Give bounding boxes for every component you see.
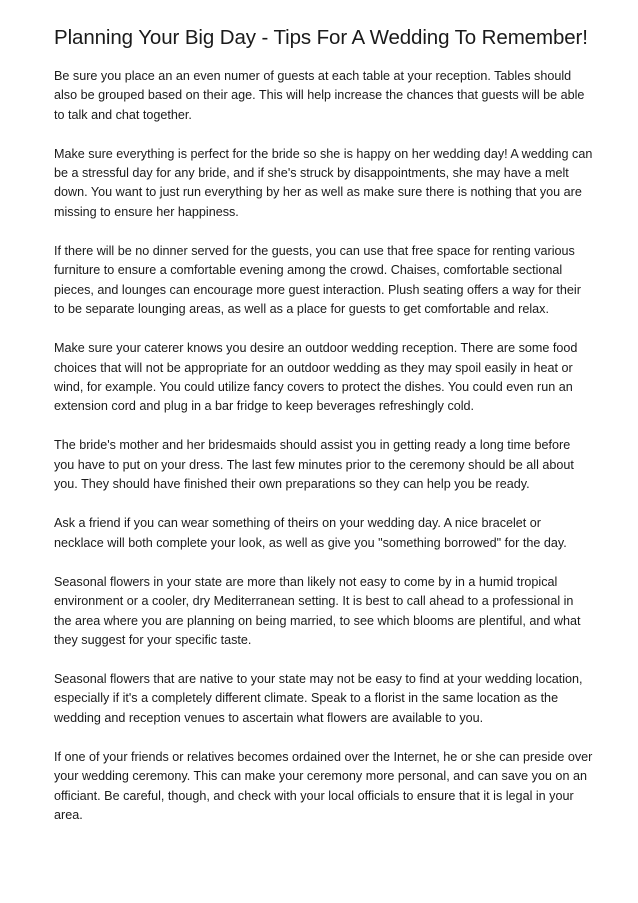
paragraph-native-flowers: Seasonal flowers that are native to your state may not be easy to find at your wedding location, especially if it's a completely different climate. Speak to a florist in the same location as the wedding and reception venues to ascertain what flowers are available to you. [54, 672, 583, 725]
paragraph-bridesmaids: The bride's mother and her bridesmaids should assist you in getting ready a long time before you have to put on your dress. The last few minutes prior to the ceremony should be all about you. They should have finished their own preparations so they can help you be ready. [54, 438, 574, 492]
paragraph-furniture: If there will be no dinner served for the guests, you can use that free space for renting various furniture to ensure a comfortable evening among the crowd. Chaises, comfortable sectional pieces, and lounges can encourage more guest interaction. Plush seating offers a way for their to be separate lounging areas, as well as a place for guests to get comfortable and relax. [54, 244, 581, 316]
document-title: Planning Your Big Day - Tips For A Wedding To Remember! [54, 26, 588, 49]
paragraph-bride-happiness: Make sure everything is perfect for the bride so she is happy on her wedding day! A wedding can be a stressful day for any bride, and if she's struck by disappointments, she may have a melt down. You want to just run everything by her as well as make sure there is nothing that you are missing to ensure her happiness. [54, 146, 593, 219]
document-page [54, 25, 594, 845]
paragraph-something-borrowed: Ask a friend if you can wear something of theirs on your wedding day. A nice bracelet or necklace will both complete your look, as well as give you "something borrowed" for the day. [54, 516, 567, 550]
paragraph-seasonal-flowers: Seasonal flowers in your state are more than likely not easy to come by in a humid tropical environment or a cooler, dry Mediterranean setting. It is best to call ahead to a professional in the area where you are planning on being married, to see which blooms are plentiful, and what they suggest for your specific taste. [54, 574, 581, 647]
paragraph-seating: Be sure you place an an even numer of guests at each table at your reception. Tables should also be grouped based on their age. This will help increase the chances that guests will be able to talk and chat together. [54, 69, 585, 122]
paragraph-outdoor-caterer: Make sure your caterer knows you desire an outdoor wedding reception. There are some food choices that will not be appropriate for an outdoor wedding as they may spoil easily in heat or wind, for example. You could utilize fancy covers to protect the dishes. You could even run an extension cord and plug in a bar fridge to keep beverages refreshingly cold. [54, 341, 578, 414]
paragraph-officiant: If one of your friends or relatives becomes ordained over the Internet, he or she can preside over your wedding ceremony. This can make your ceremony more personal, and can save you on an officiant. Be careful, though, and check with your local officials to ensure that it is legal in your area. [54, 750, 593, 822]
